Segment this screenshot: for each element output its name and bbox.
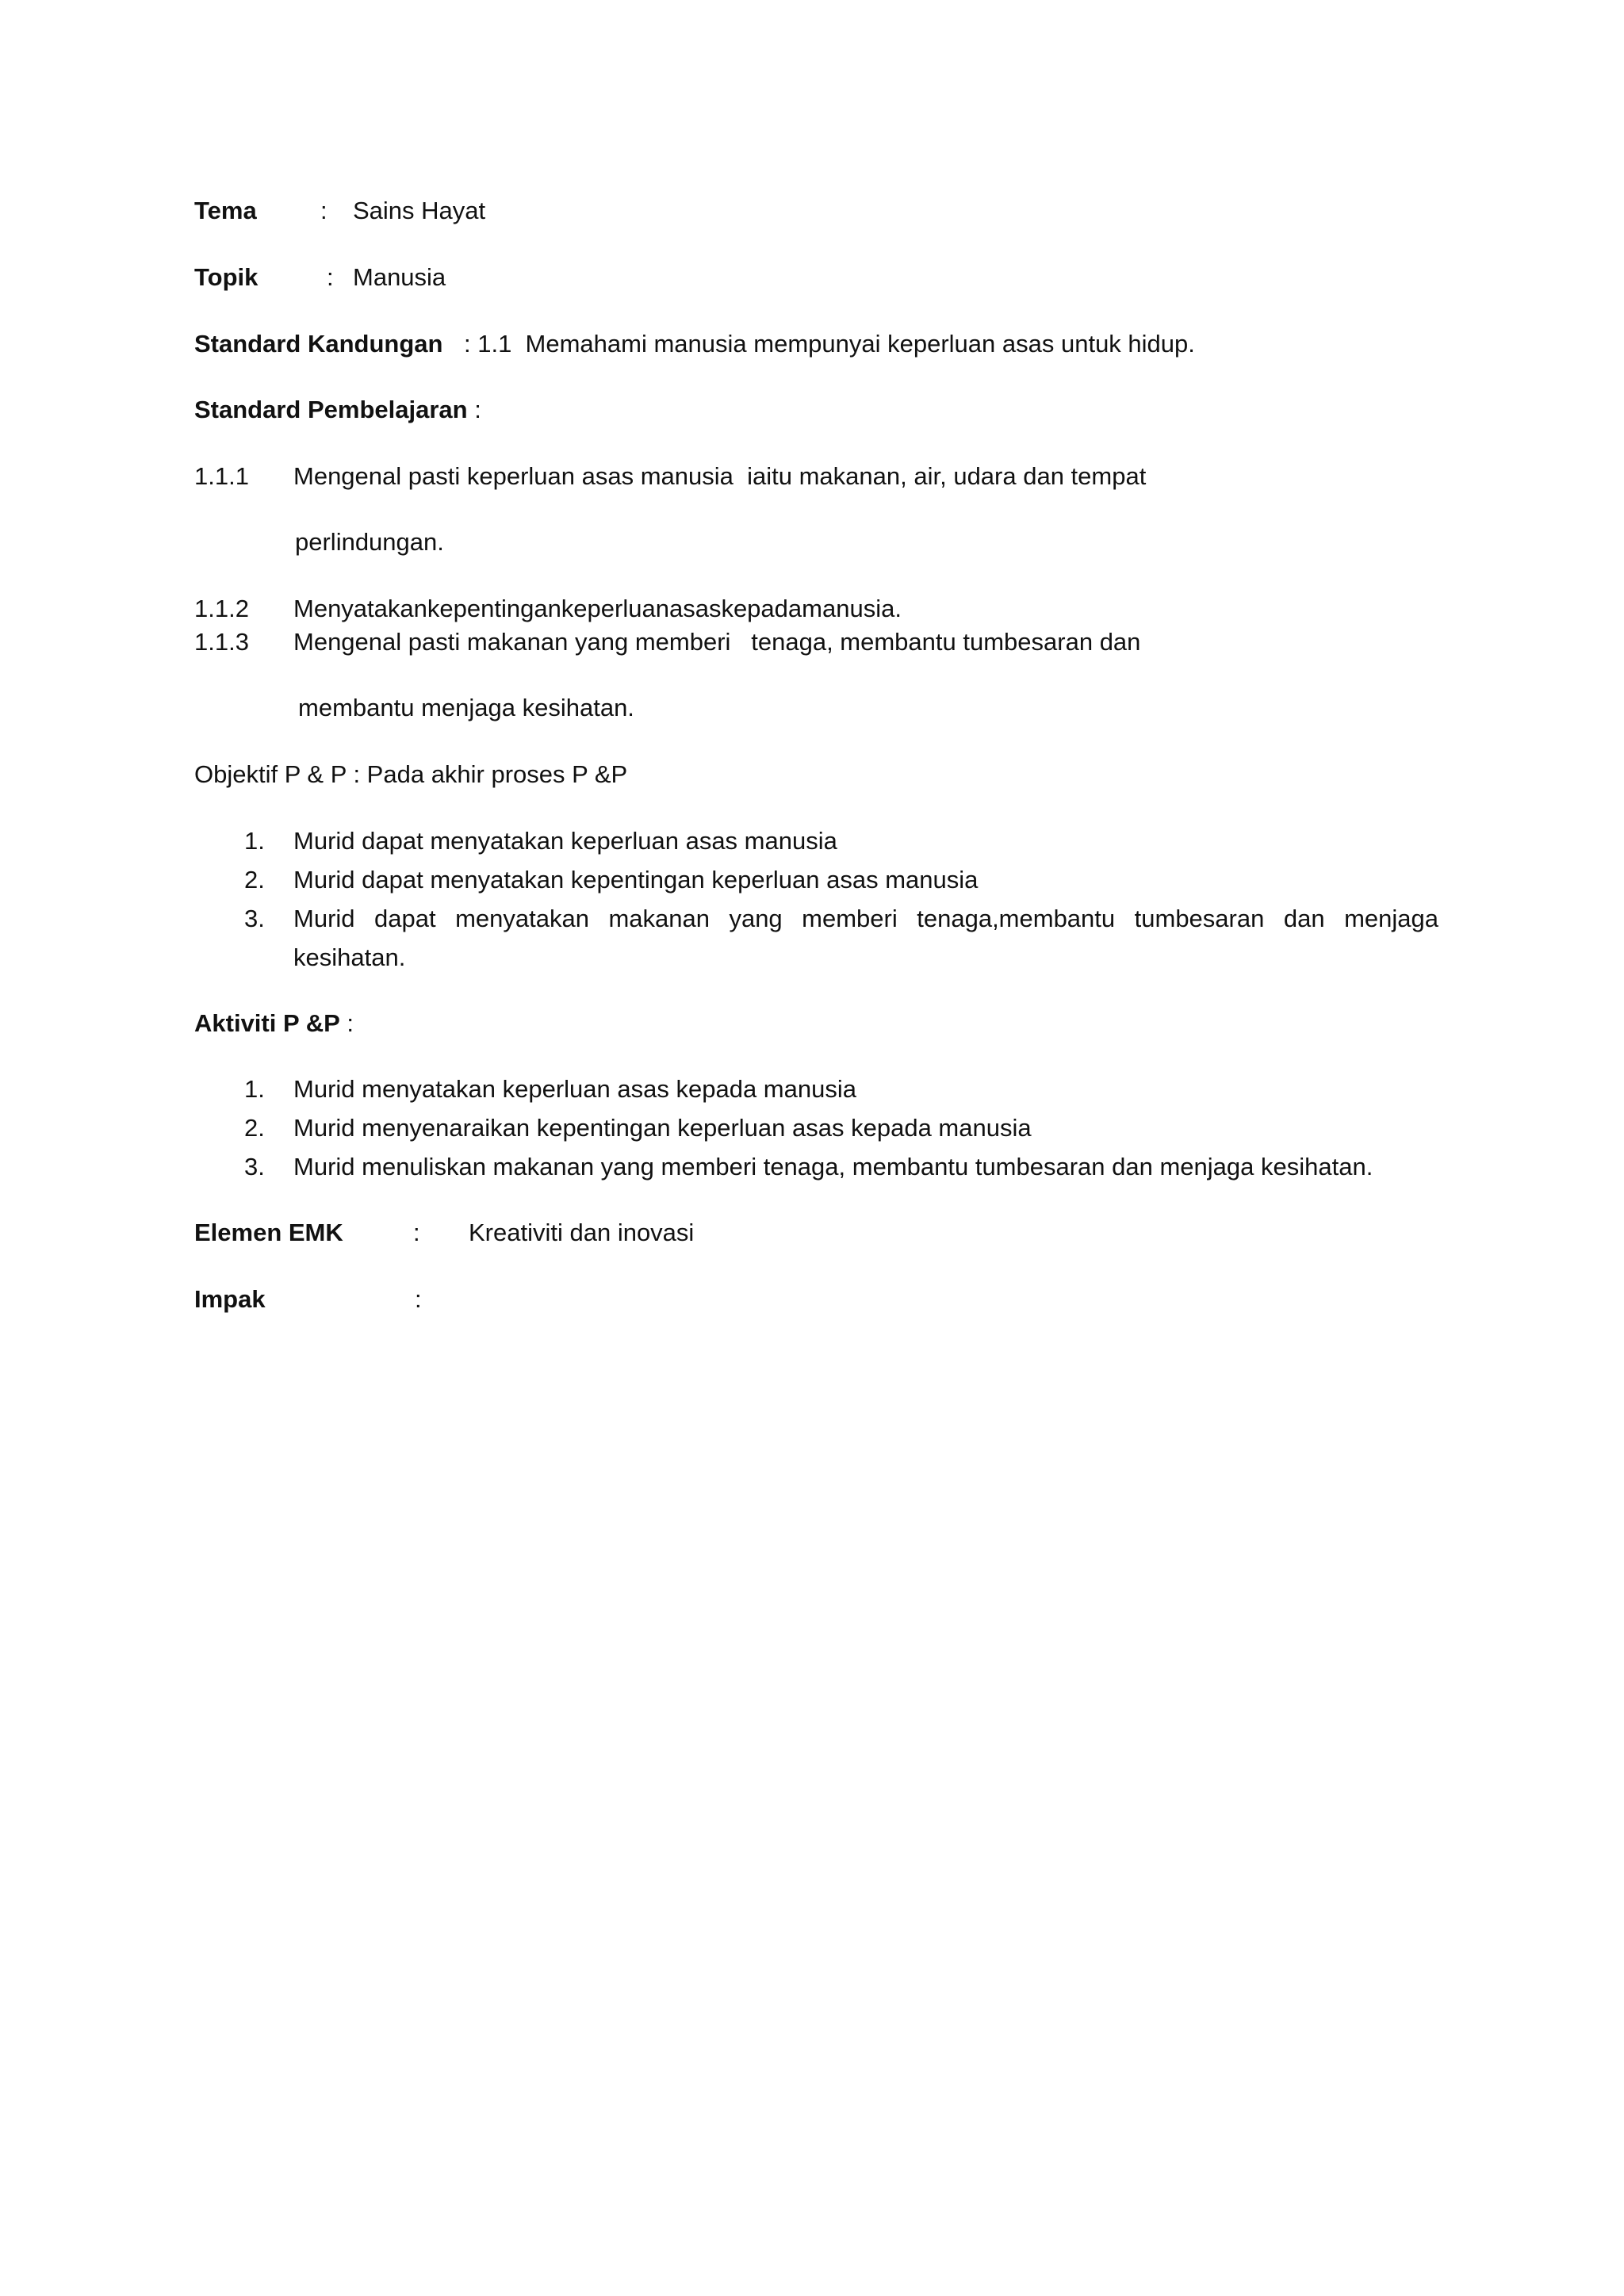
topik-label: Topik: [194, 263, 259, 291]
sp-item-3-continuation: membantu menjaga kesihatan.: [298, 694, 634, 721]
topik-separator: :: [327, 263, 334, 291]
objektif-item-3-continuation: kesihatan.: [293, 943, 406, 971]
impak-label: Impak: [194, 1285, 266, 1313]
aktiviti-item-3-text: Murid menuliskan makanan yang memberi tenaga, membantu tumbesaran dan menjaga kesihatan.: [293, 1153, 1373, 1181]
standard-pembelajaran-label: Standard Pembelajaran: [194, 396, 468, 423]
elemen-emk-separator: :: [413, 1219, 420, 1246]
aktiviti-item-1-number: 1.: [244, 1075, 265, 1103]
impak-separator: :: [415, 1285, 422, 1313]
standard-kandungan-value: : 1.1 Memahami manusia mempunyai keperluan asas untuk hidup.: [464, 330, 1195, 358]
elemen-emk-value: Kreativiti dan inovasi: [469, 1219, 695, 1246]
objektif-item-3-number: 3.: [244, 905, 265, 932]
objektif-item-1-number: 1.: [244, 827, 265, 855]
tema-label: Tema: [194, 197, 257, 224]
aktiviti-separator: :: [339, 1009, 354, 1037]
tema-value: Sains Hayat: [353, 197, 486, 224]
elemen-emk-label: Elemen EMK: [194, 1219, 343, 1246]
aktiviti-item-1-text: Murid menyatakan keperluan asas kepada manusia: [293, 1075, 856, 1103]
standard-kandungan-label: Standard Kandungan: [194, 330, 443, 358]
word: yang: [729, 905, 783, 932]
aktiviti-item-3-number: 3.: [244, 1153, 265, 1181]
aktiviti-label: Aktiviti P &P: [194, 1009, 340, 1037]
sp-item-1-text: Mengenal pasti keperluan asas manusia iaitu makanan, air, udara dan tempat: [293, 462, 1147, 490]
standard-pembelajaran-separator: :: [467, 396, 481, 423]
word: tenaga,membantu: [917, 905, 1116, 932]
word: memberi: [802, 905, 898, 932]
objektif-item-2-text: Murid dapat menyatakan kepentingan keperluan asas manusia: [293, 866, 979, 894]
sp-item-1-number: 1.1.1: [194, 462, 249, 490]
objektif-item-1-text: Murid dapat menyatakan keperluan asas manusia: [293, 827, 837, 855]
sp-item-2-text: Menyatakankepentingankeperluanasaskepadamanusia.: [293, 595, 902, 622]
tema-separator: :: [320, 197, 327, 224]
topik-value: Manusia: [353, 263, 446, 291]
word: dapat: [374, 905, 436, 932]
word: Murid: [293, 905, 355, 932]
word: makanan: [608, 905, 710, 932]
standard-pembelajaran-heading: [194, 394, 481, 426]
objektif-item-2-number: 2.: [244, 866, 265, 894]
sp-item-1-continuation: perlindungan.: [295, 528, 444, 556]
sp-item-3-text: Mengenal pasti makanan yang memberi tenaga, membantu tumbesaran dan: [293, 628, 1141, 656]
sp-item-2-number: 1.1.2: [194, 595, 249, 622]
aktiviti-item-2-number: 2.: [244, 1114, 265, 1142]
word: menjaga: [1344, 905, 1438, 932]
aktiviti-item-2-text: Murid menyenaraikan kepentingan keperluan asas kepada manusia: [293, 1114, 1032, 1142]
objektif-heading: Objektif P & P : Pada akhir proses P &P: [194, 760, 628, 788]
sp-item-3-number: 1.1.3: [194, 628, 249, 656]
word: dan: [1283, 905, 1325, 932]
objektif-item-3-text: [293, 903, 1438, 935]
word: tumbesaran: [1134, 905, 1265, 932]
word: menyatakan: [455, 905, 589, 932]
aktiviti-heading: [194, 1008, 354, 1039]
